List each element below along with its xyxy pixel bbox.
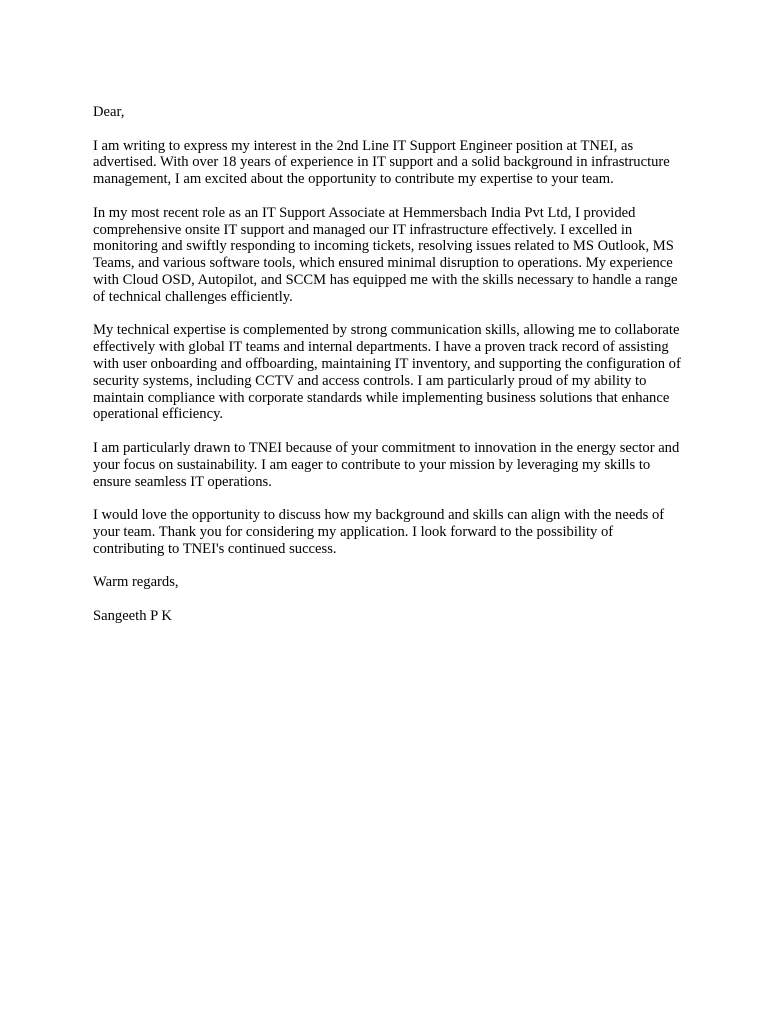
letter-paragraph-intro: I am writing to express my interest in the 2nd Line IT Support Engineer position at TNEI, as advertised. With over 18 years of experience in IT support and a solid background in infrastructure management, I am excited about the opportunity to contribute my expertise to your team.	[93, 137, 670, 188]
letter-salutation: Dear,	[93, 104, 125, 120]
letter-closing: Warm regards,	[93, 574, 179, 591]
letter-paragraph-motivation: I am particularly drawn to TNEI because of your commitment to innovation in the energy sector and your focus on sustainability. I am eager to contribute to your mission by leveraging my skills to ensure seamless IT operations.	[93, 439, 680, 490]
letter-signature: Sangeeth P K	[93, 607, 172, 624]
letter-paragraph-experience: In my most recent role as an IT Support Associate at Hemmersbach India Pvt Ltd, I provided comprehensive onsite IT support and managed our IT infrastructure effectively. I excelled in monitoring and swiftly responding to incoming tickets, resolving issues related to MS Outlook, MS Teams, and various software tools, which ensured minimal disruption to operations. My experience with Cloud OSD, Autopilot, and SCCM has equipped me with the skills necessary to handle a range of technical challenges efficiently.	[93, 204, 678, 305]
letter-paragraph-skills: My technical expertise is complemented by strong communication skills, allowing me to collaborate effectively with global IT teams and internal departments. I have a proven track record of assisting with user onboarding and offboarding, maintaining IT inventory, and supporting the configuration of security systems, including CCTV and access controls. I am particularly proud of my ability to maintain compliance with corporate standards while implementing business solutions that enhance operational efficiency.	[93, 322, 681, 423]
letter-paragraph-conclusion: I would love the opportunity to discuss how my background and skills can align with the needs of your team. Thank you for considering my application. I look forward to the possibility of contributing to TNEI's continued success.	[93, 507, 665, 557]
cover-letter	[93, 104, 683, 642]
